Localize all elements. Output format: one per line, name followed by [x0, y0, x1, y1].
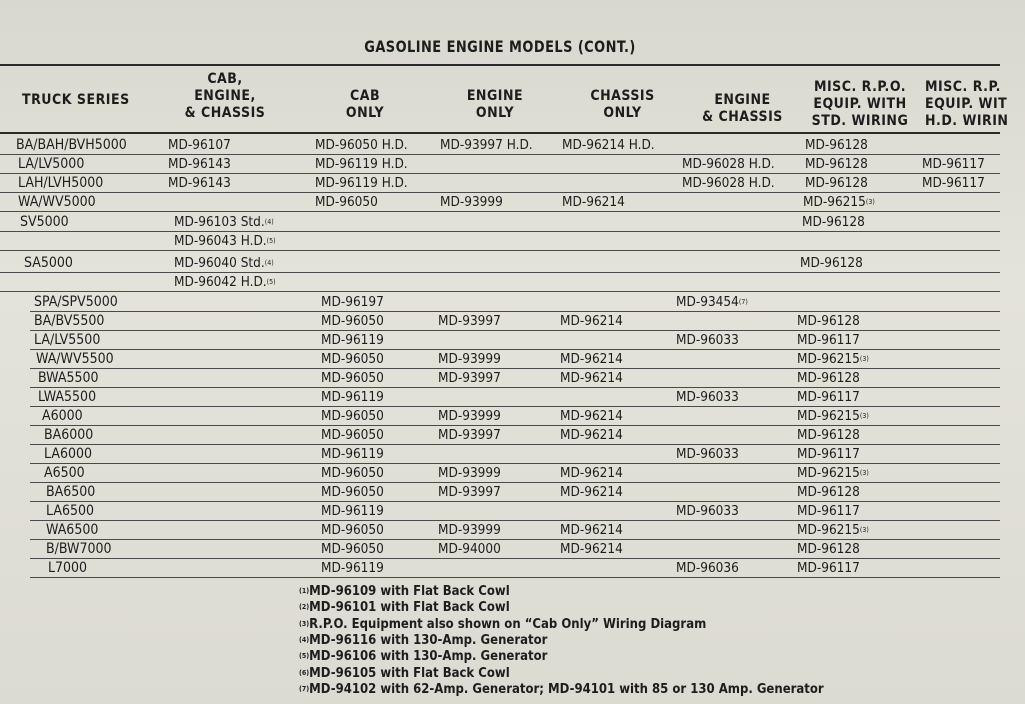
cab-engine-chassis-cell — [174, 233, 276, 249]
cab-cell — [321, 294, 384, 310]
eng-chassis-cell-text: MD-96033 — [676, 389, 739, 405]
column-header — [700, 92, 785, 126]
column-header-line: STD. WIRING — [811, 113, 909, 129]
engine-cell-text: MD-93997 — [438, 427, 501, 443]
column-header-line: ENGINE, — [194, 88, 256, 104]
cab-cell — [321, 522, 384, 538]
truck-series-cell-text: LWA5500 — [38, 389, 97, 405]
footnote-marker: (4) — [264, 259, 274, 267]
footnote-marker: (7) — [738, 298, 748, 306]
column-header-line: ONLY — [475, 105, 515, 121]
footnote-text: R.P.O. Equipment also shown on “Cab Only” Wiring Diagram — [309, 616, 707, 632]
row-divider — [0, 272, 1000, 273]
footnote-text: MD-94102 with 62-Amp. Generator; MD-94101 with 85 or 130 Amp. Generator — [309, 681, 824, 697]
cab-cell — [315, 194, 378, 210]
std-cell-text: MD-96128 — [805, 137, 868, 153]
column-header — [580, 88, 665, 122]
cab-cell-text: MD-96050 — [321, 465, 384, 481]
truck-series-cell — [16, 137, 127, 153]
footnote-text: MD-96105 with Flat Back Cowl — [309, 665, 510, 681]
truck-series-cell-text: BWA5500 — [38, 370, 99, 386]
row-divider — [30, 349, 1000, 350]
chassis-cell — [560, 522, 623, 538]
hd-cell — [922, 175, 985, 191]
column-header-line: EQUIP. WIT — [925, 96, 1008, 112]
column-header — [330, 88, 400, 122]
row-divider — [30, 501, 1000, 502]
truck-series-cell — [44, 427, 93, 443]
engine-cell — [438, 351, 501, 367]
cab-cell — [321, 408, 384, 424]
cab-cell-text: MD-96119 — [321, 503, 384, 519]
footnote-marker: (6) — [299, 668, 310, 677]
eng-chassis-cell — [676, 560, 739, 576]
cab-engine-chassis-cell — [168, 156, 231, 172]
hd-cell — [922, 156, 985, 172]
page-title: GASOLINE ENGINE MODELS (CONT.) — [364, 37, 636, 56]
cab-cell — [321, 370, 384, 386]
std-cell — [797, 503, 860, 519]
cab-cell — [315, 137, 408, 153]
eng-chassis-cell — [676, 503, 739, 519]
eng-chassis-cell-text: MD-96033 — [676, 503, 739, 519]
column-header — [180, 71, 270, 122]
chassis-cell-text: MD-96214 — [560, 465, 623, 481]
chassis-cell-text: MD-96214 — [560, 370, 623, 386]
cab-cell-text: MD-96197 — [321, 294, 384, 310]
row-divider — [0, 192, 1000, 193]
eng-chassis-cell-text: MD-96036 — [676, 560, 739, 576]
footnote-marker: (5) — [266, 278, 276, 286]
footnote — [299, 633, 547, 648]
column-header-line: CAB — [349, 88, 381, 104]
std-cell — [797, 541, 860, 557]
engine-cell-text: MD-93999 — [438, 522, 501, 538]
truck-series-cell-text: WA6500 — [46, 522, 99, 538]
cab-engine-chassis-cell-text: MD-96107 — [168, 137, 231, 153]
row-divider — [30, 463, 1000, 464]
std-cell-text: MD-96128 — [797, 427, 860, 443]
footnote-marker: (3) — [859, 526, 869, 534]
engine-cell-text: MD-93997 H.D. — [440, 137, 533, 153]
engine-cell — [438, 541, 501, 557]
cab-cell — [321, 427, 384, 443]
eng-chassis-cell — [682, 175, 775, 191]
cab-cell-text: MD-96119 — [321, 332, 384, 348]
footnote-marker: (5) — [266, 237, 276, 245]
truck-series-cell — [46, 503, 94, 519]
std-cell-text: MD-96215 — [797, 408, 860, 424]
eng-chassis-cell-text: MD-96028 H.D. — [682, 175, 775, 191]
std-cell-text: MD-96128 — [805, 175, 868, 191]
footnote-marker: (3) — [299, 619, 310, 628]
truck-series-cell — [24, 255, 73, 271]
std-cell — [797, 446, 860, 462]
truck-series-cell-text: BA/BV5500 — [34, 313, 105, 329]
std-cell-text: MD-96128 — [797, 313, 860, 329]
std-cell-text: MD-96117 — [797, 560, 860, 576]
engine-cell-text: MD-93999 — [438, 408, 501, 424]
row-divider — [0, 291, 1000, 292]
truck-series-cell-text: WA/WV5500 — [36, 351, 114, 367]
cab-cell — [321, 332, 384, 348]
cab-cell-text: MD-96119 — [321, 560, 384, 576]
truck-series-cell-text: SV5000 — [20, 214, 69, 230]
std-cell-text: MD-96128 — [805, 156, 868, 172]
eng-chassis-cell — [676, 332, 739, 348]
column-header-line: CAB, — [207, 71, 243, 87]
cab-cell-text: MD-96050 — [321, 484, 384, 500]
engine-cell — [438, 408, 501, 424]
footnote-marker: (7) — [299, 684, 310, 693]
eng-chassis-cell-text: MD-96028 H.D. — [682, 156, 775, 172]
eng-chassis-cell — [676, 294, 748, 310]
std-cell-text: MD-96215 — [803, 194, 866, 210]
cab-cell-text: MD-96119 — [321, 446, 384, 462]
std-cell-text: MD-96215 — [797, 465, 860, 481]
chassis-cell-text: MD-96214 — [560, 351, 623, 367]
engine-cell — [440, 137, 533, 153]
truck-series-cell — [20, 214, 69, 230]
footnote — [299, 617, 706, 632]
chassis-cell-text: MD-96214 — [560, 484, 623, 500]
chassis-cell-text: MD-96214 — [562, 194, 625, 210]
cab-cell — [315, 175, 408, 191]
std-cell — [797, 465, 869, 481]
cab-cell-text: MD-96050 — [321, 541, 384, 557]
chassis-cell-text: MD-96214 — [560, 408, 623, 424]
cab-engine-chassis-cell-text: MD-96143 — [168, 175, 231, 191]
column-header-line: MISC. R.P.O. — [813, 79, 907, 95]
std-cell — [797, 484, 860, 500]
std-cell — [805, 137, 868, 153]
footnote-marker: (2) — [299, 603, 310, 612]
row-divider — [30, 444, 1000, 445]
column-header — [925, 79, 1025, 130]
chassis-cell — [560, 370, 623, 386]
chassis-cell-text: MD-96214 H.D. — [562, 137, 655, 153]
chassis-cell — [560, 408, 623, 424]
std-cell — [797, 389, 860, 405]
footnote — [299, 600, 510, 615]
row-divider — [30, 539, 1000, 540]
truck-series-cell-text: LAH/LVH5000 — [18, 175, 104, 191]
engine-cell-text: MD-93997 — [438, 370, 501, 386]
footnote-marker: (4) — [299, 635, 310, 644]
cab-cell — [321, 313, 384, 329]
footnote — [299, 682, 824, 697]
chassis-cell — [562, 194, 625, 210]
footnote — [299, 666, 510, 681]
truck-series-cell — [44, 465, 85, 481]
cab-engine-chassis-cell-text: MD-96042 H.D. — [174, 274, 267, 290]
row-divider — [0, 211, 1000, 212]
row-divider — [30, 577, 1000, 578]
cab-engine-chassis-cell — [174, 255, 274, 271]
truck-series-cell — [38, 389, 96, 405]
eng-chassis-cell — [676, 446, 739, 462]
truck-series-cell-text: BA6500 — [46, 484, 96, 500]
footnote — [299, 584, 510, 599]
chassis-cell — [560, 427, 623, 443]
cab-cell-text: MD-96119 H.D. — [315, 156, 408, 172]
truck-series-cell-text: BA6000 — [44, 427, 94, 443]
column-header-line: TRUCK SERIES — [22, 92, 130, 108]
engine-cell-text: MD-94000 — [438, 541, 501, 557]
row-divider — [30, 482, 1000, 483]
eng-chassis-cell — [676, 389, 739, 405]
cab-cell — [321, 541, 384, 557]
std-cell-text: MD-96128 — [797, 370, 860, 386]
truck-series-cell — [34, 313, 104, 329]
eng-chassis-cell-text: MD-96033 — [676, 446, 739, 462]
std-cell — [800, 255, 863, 271]
std-cell — [797, 332, 860, 348]
footnote-marker: (3) — [865, 198, 875, 206]
header-bottom-rule — [0, 132, 1000, 134]
cab-engine-chassis-cell-text: MD-96103 Std. — [174, 214, 265, 230]
truck-series-cell — [18, 156, 84, 172]
cab-cell — [321, 389, 384, 405]
std-cell — [797, 560, 860, 576]
row-divider — [30, 558, 1000, 559]
column-header-line: CHASSIS — [590, 88, 655, 104]
cab-cell-text: MD-96050 H.D. — [315, 137, 408, 153]
hd-cell-text: MD-96117 — [922, 175, 985, 191]
truck-series-cell-text: A6000 — [42, 408, 83, 424]
chassis-cell — [560, 465, 623, 481]
engine-cell-text: MD-93999 — [438, 465, 501, 481]
eng-chassis-cell-text: MD-96033 — [676, 332, 739, 348]
std-cell — [803, 194, 875, 210]
std-cell-text: MD-96215 — [797, 522, 860, 538]
column-header — [22, 92, 140, 109]
engine-cell-text: MD-93999 — [440, 194, 503, 210]
cab-engine-chassis-cell — [168, 175, 231, 191]
cab-cell — [321, 465, 384, 481]
row-divider — [30, 311, 1000, 312]
cab-cell — [321, 446, 384, 462]
truck-series-cell — [48, 560, 87, 576]
std-cell-text: MD-96117 — [797, 503, 860, 519]
footnote-text: MD-96101 with Flat Back Cowl — [309, 600, 510, 616]
row-divider — [30, 520, 1000, 521]
column-header — [810, 79, 910, 130]
std-cell — [802, 214, 865, 230]
truck-series-cell-text: BA/BAH/BVH5000 — [16, 137, 127, 153]
footnote-marker: (3) — [859, 412, 869, 420]
footnote — [299, 649, 547, 664]
column-header — [455, 88, 535, 122]
cab-cell — [315, 156, 408, 172]
column-header-line: & CHASSIS — [702, 109, 783, 125]
cab-engine-chassis-cell-text: MD-96143 — [168, 156, 231, 172]
truck-series-cell — [36, 351, 114, 367]
footnote-text: MD-96109 with Flat Back Cowl — [309, 584, 510, 599]
truck-series-cell-text: LA6000 — [44, 446, 92, 462]
std-cell-text: MD-96117 — [797, 389, 860, 405]
header-top-rule — [0, 64, 1000, 66]
column-header-line: MISC. R.P. — [925, 79, 1001, 95]
truck-series-cell-text: SA5000 — [24, 255, 73, 271]
std-cell — [805, 175, 868, 191]
engine-cell — [438, 370, 501, 386]
cab-cell — [321, 351, 384, 367]
chassis-cell-text: MD-96214 — [560, 313, 623, 329]
chassis-cell — [560, 541, 623, 557]
column-header-line: & CHASSIS — [184, 105, 266, 121]
cab-cell-text: MD-96050 — [321, 427, 384, 443]
chassis-cell-text: MD-96214 — [560, 522, 623, 538]
eng-chassis-cell — [682, 156, 775, 172]
std-cell — [797, 351, 869, 367]
engine-cell — [438, 522, 501, 538]
cab-engine-chassis-cell — [174, 274, 276, 290]
engine-cell-text: MD-93999 — [438, 351, 501, 367]
std-cell — [797, 427, 860, 443]
column-header-line: ENGINE — [466, 88, 524, 104]
eng-chassis-cell-text: MD-93454 — [676, 294, 739, 310]
cab-engine-chassis-cell — [174, 214, 274, 230]
column-header-line: EQUIP. WITH — [813, 96, 907, 112]
footnote-marker: (5) — [299, 652, 310, 661]
cab-engine-chassis-cell-text: MD-96043 H.D. — [174, 233, 267, 249]
footnote-marker: (3) — [859, 469, 869, 477]
truck-series-cell-text: B/BW7000 — [46, 541, 112, 557]
truck-series-cell — [46, 484, 95, 500]
column-header-line: H.D. WIRIN — [925, 113, 1009, 129]
footnote-marker: (3) — [859, 355, 869, 363]
row-divider — [30, 387, 1000, 388]
cab-cell-text: MD-96050 — [321, 408, 384, 424]
truck-series-cell — [34, 294, 118, 310]
std-cell-text: MD-96117 — [797, 446, 860, 462]
std-cell — [797, 313, 860, 329]
truck-series-cell-text: LA6500 — [46, 503, 94, 519]
column-header-line: ENGINE — [714, 92, 771, 108]
column-header-line: ONLY — [345, 105, 385, 121]
row-divider — [0, 154, 1000, 155]
truck-series-cell — [44, 446, 92, 462]
truck-series-cell — [38, 370, 99, 386]
cab-cell-text: MD-96050 — [321, 370, 384, 386]
std-cell-text: MD-96215 — [797, 351, 860, 367]
truck-series-cell — [46, 541, 112, 557]
cab-engine-chassis-cell — [168, 137, 231, 153]
std-cell — [797, 408, 869, 424]
row-divider — [0, 231, 1000, 232]
truck-series-cell-text: WA/WV5000 — [18, 194, 96, 210]
chassis-cell — [560, 351, 623, 367]
cab-cell — [321, 503, 384, 519]
chassis-cell — [560, 313, 623, 329]
engine-cell — [438, 484, 501, 500]
footnote-marker: (1) — [299, 587, 310, 595]
truck-series-cell — [18, 194, 96, 210]
engine-cell — [438, 427, 501, 443]
truck-series-cell — [18, 175, 103, 191]
truck-series-cell — [46, 522, 98, 538]
std-cell-text: MD-96128 — [802, 214, 865, 230]
cab-cell-text: MD-96119 — [321, 389, 384, 405]
chassis-cell-text: MD-96214 — [560, 427, 623, 443]
engine-cell-text: MD-93997 — [438, 484, 501, 500]
row-divider — [30, 368, 1000, 369]
column-header-line: ONLY — [603, 105, 642, 121]
std-cell — [797, 522, 869, 538]
row-divider — [30, 406, 1000, 407]
row-divider — [30, 330, 1000, 331]
truck-series-cell-text: LA/LV5000 — [18, 156, 85, 172]
row-divider — [0, 250, 1000, 251]
std-cell-text: MD-96128 — [800, 255, 863, 271]
truck-series-cell — [42, 408, 83, 424]
chassis-cell-text: MD-96214 — [560, 541, 623, 557]
std-cell-text: MD-96128 — [797, 484, 860, 500]
row-divider — [30, 425, 1000, 426]
truck-series-cell-text: A6500 — [44, 465, 85, 481]
std-cell-text: MD-96128 — [797, 541, 860, 557]
truck-series-cell-text: LA/LV5500 — [34, 332, 101, 348]
truck-series-cell-text: SPA/SPV5000 — [34, 294, 118, 310]
engine-cell — [440, 194, 503, 210]
engine-cell — [438, 313, 501, 329]
std-cell — [805, 156, 868, 172]
footnote-marker: (4) — [264, 218, 274, 226]
cab-cell-text: MD-96050 — [321, 313, 384, 329]
cab-engine-chassis-cell-text: MD-96040 Std. — [174, 255, 265, 271]
cab-cell-text: MD-96050 — [321, 522, 384, 538]
footnote-text: MD-96106 with 130-Amp. Generator — [309, 649, 548, 665]
row-divider — [0, 173, 1000, 174]
cab-cell-text: MD-96050 — [315, 194, 378, 210]
chassis-cell — [560, 484, 623, 500]
truck-series-cell-text: L7000 — [48, 560, 88, 576]
engine-cell — [438, 465, 501, 481]
cab-cell — [321, 560, 384, 576]
std-cell-text: MD-96117 — [797, 332, 860, 348]
std-cell — [797, 370, 860, 386]
chassis-cell — [562, 137, 655, 153]
hd-cell-text: MD-96117 — [922, 156, 985, 172]
engine-cell-text: MD-93997 — [438, 313, 501, 329]
cab-cell-text: MD-96050 — [321, 351, 384, 367]
cab-cell-text: MD-96119 H.D. — [315, 175, 408, 191]
footnote-text: MD-96116 with 130-Amp. Generator — [309, 632, 548, 648]
truck-series-cell — [34, 332, 100, 348]
cab-cell — [321, 484, 384, 500]
